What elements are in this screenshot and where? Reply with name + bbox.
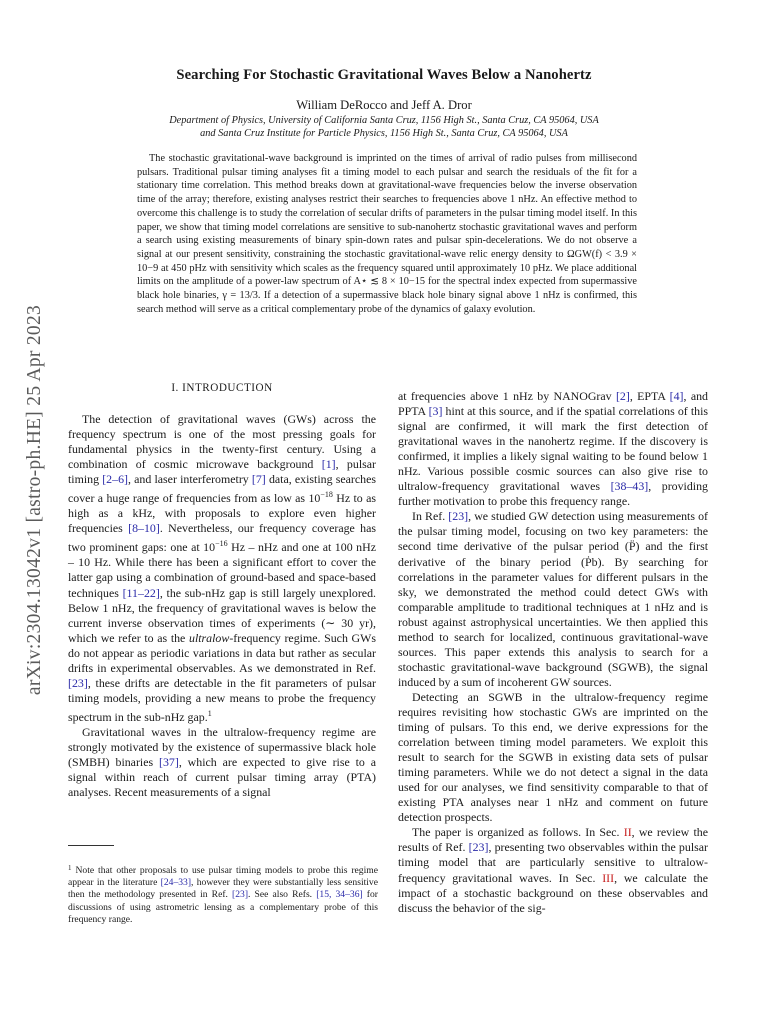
abstract-text: . If a detection of a supermassive black hole binary signal above 1 nHz is confirmed, this search method will serve as a critical complementary probe of the dynamics of galaxy evolution. [137, 290, 638, 315]
footnote-rule [68, 845, 114, 846]
citation-link[interactable]: [1] [321, 457, 336, 472]
citation-link[interactable]: [23] [68, 675, 88, 690]
citation-link[interactable]: [24–33] [160, 877, 192, 889]
footnote-1: $^1$ Note that other proposals to use pulsar timing models to probe this regime appear in the literature [24–33], however they were substantially less sensitive then the methodology presented in Ref. [23]. See also Refs. [15, 34–36] for discussions of using astrometric lensing as a complementary probe of this frequency range. [68, 864, 378, 925]
left-column [68, 381, 376, 800]
intro-paragraph-3: at frequencies above 1 nHz by NANOGrav [2], EPTA [4], and PPTA [3] hint at this source, and if the spatial correlations of this signal are confirmed, it will mark the first detection of gravitational waves in the nanohertz regime. If the discovery is confirmed, it implies a likely signal waiting to be found below 1 nHz. Various possible cosmic sources can also give rise to ultralow-frequency gravitational waves [38–43], providing further motivation to probe this frequency range. [398, 389, 709, 509]
abstract-text: for the spectral index expected from supermassive black hole binaries, [137, 276, 638, 302]
section-link[interactable]: III [602, 870, 615, 885]
intro-paragraph-4: In Ref. [23], we studied GW detection using measurements of the pulsar timing model, focusing on two key parameters: the second time derivative of the pulsar period (P̈) and the first derivative of the binary period (Ṗb). By searching for correlations in the parameter values for different pulsars in the sky, we demonstrated the method could detect GWs with comparable amplitude to traditional techniques at 1 nHz and is robust against astrophysical uncertainties. We then applied this method to search for localized, continuous gravitational-wave sources. This paper extends this analysis to search for a stochastic gravitational-wave background (SGWB), the signal induced by a sum of incoherent GW sources. [398, 509, 708, 689]
paper-title: Searching For Stochastic Gravitational Waves Below a Nanohertz [176, 67, 592, 83]
abstract-spectral-index: γ = 13/3 [222, 290, 258, 302]
intro-paragraph-2: Gravitational waves in the ultralow-frequency regime are strongly motivated by the existence of supermassive black hole (SMBH) binaries [37], which are expected to give rise to a signal within reach of current pulsar timing array (PTA) analyses. Recent measurements of a signal [68, 724, 376, 800]
citation-link[interactable]: [3] [428, 404, 443, 419]
author-list: William DeRocco and Jeff A. Dror [296, 98, 472, 112]
citation-link[interactable]: [2] [615, 389, 630, 403]
citation-link[interactable]: [2–6] [102, 472, 128, 487]
citation-link[interactable]: [4] [669, 389, 684, 403]
abstract-amplitude-limit: A⋆ ≲ 8 × 10−15 [353, 276, 426, 288]
footnote-marker[interactable]: 1 [207, 708, 212, 718]
affiliation-1: Department of Physics, University of California Santa Cruz, 1156 High St., Santa Cruz, CA 95064, USA [169, 115, 599, 126]
arxiv-identifier-text: arXiv:2304.13042v1 [astro-ph.HE] 25 Apr 2023 [24, 304, 45, 696]
intro-paragraph-5: Detecting an SGWB in the ultralow-frequency regime requires revisiting how stochastic GWs are imprinted on the timing of pulsars. To this end, we derive expressions for the correlation between timing model parameters. We exploit this result to search for the SGWB in existing data sets of pulsar timing parameters. While we do not detect a signal in the data used for our analyses, we find sensitivity comparable to that of existing PTA analyses near 1 nHz and comment on future detection prospects. [398, 689, 708, 825]
citation-link[interactable]: [15, 34–36] [316, 889, 363, 901]
abstract-omega-limit: ΩGW(f) < 3.9 × 10−9 [137, 248, 637, 274]
citation-link[interactable]: [8–10] [128, 521, 160, 536]
footnote-number: 1 [68, 864, 72, 872]
abstract [137, 152, 637, 316]
arxiv-identifier [22, 240, 48, 760]
intro-paragraph-1: The detection of gravitational waves (GWs) across the frequency spectrum is one of the most pressing goals for fundamental physics in the twenty-first century. Using a combination of cosmic microwave background [1], pulsar timing [2–6], and laser interferometry [7] data, existing searches cover a huge range of frequencies from as low as $10^{-18}$ Hz to as high as a kHz, with proposals to explore even higher frequencies [8–10]. Nevertheless, our frequency coverage has two prominent gaps: one at $10^{-16}$ Hz – nHz and one at 100 nHz – 10 Hz. While there has been a significant effort to cover the latter gap using a combination of ground-based and space-based techniques [11–22], the sub-nHz gap is still largely unexplored. Below 1 nHz, the frequency of gravitational waves is below the current inverse observation times of experiments (∼ 30 yr), which we refer to as the ultralow-frequency regime. Such GWs do not appear as periodic variations in data but rather as secular drifts in experimental observables. As we demonstrated in Ref. [23], these drifts are detectable in the fit parameters of pulsar timing models, providing a new means to probe the frequency spectrum in the sub-nHz gap.$^1$ [68, 412, 377, 724]
citation-link[interactable]: [23] [468, 840, 489, 855]
abstract-text: The stochastic gravitational-wave background is imprinted on the times of arrival of radio pulses from millisecond pulsars. Traditional pulsar timing analyses fit a timing model to each pulsar and search the residuals of the fit for a stationary time correlation. This method breaks down at gravitational-wave frequencies below the inverse observation time of the array; therefore, existing analyses restrict their searches to frequencies above 1 nHz. An effective method to overcome this challenge is to study the correlation of secular drifts of parameters in the pulsar timing model itself. In this paper, we show that timing model correlations are sensitive to sub-nanohertz stochastic gravitational waves and perform a search using existing measurements of binary spin-down rates and pulsar spin-decelerations. We do not observe a signal at our present sensitivity, constraining the stochastic gravitational-wave relic energy density to [137, 153, 637, 260]
affiliation-2: and Santa Cruz Institute for Particle Physics, 1156 High St., Santa Cruz, CA 95064, USA [200, 128, 568, 139]
right-column [398, 389, 708, 916]
intro-paragraph-6: The paper is organized as follows. In Sec. II, we review the results of Ref. [23], presenting two observables within the pulsar timing model that are particularly sensitive to ultralow-frequency gravitational waves. In Sec. III, we calculate the impact of a stochastic background on these observables and discuss the behavior of the sig- [398, 825, 708, 915]
citation-link[interactable]: [7] [251, 472, 266, 487]
citation-link[interactable]: [38–43] [610, 479, 649, 494]
abstract-text: at 450 pHz with sensitivity which scales as the frequency squared until approximately 10 pHz. We place additional limits on the amplitude of a power-law spectrum of [137, 262, 637, 288]
citation-link[interactable]: [23] [232, 889, 249, 901]
section-link[interactable]: II [623, 825, 632, 840]
citation-link[interactable]: [37] [159, 754, 179, 769]
citation-link[interactable]: [23] [448, 509, 469, 524]
section-heading-introduction: I. INTRODUCTION [171, 382, 273, 394]
citation-link[interactable]: [11–22] [122, 585, 160, 600]
